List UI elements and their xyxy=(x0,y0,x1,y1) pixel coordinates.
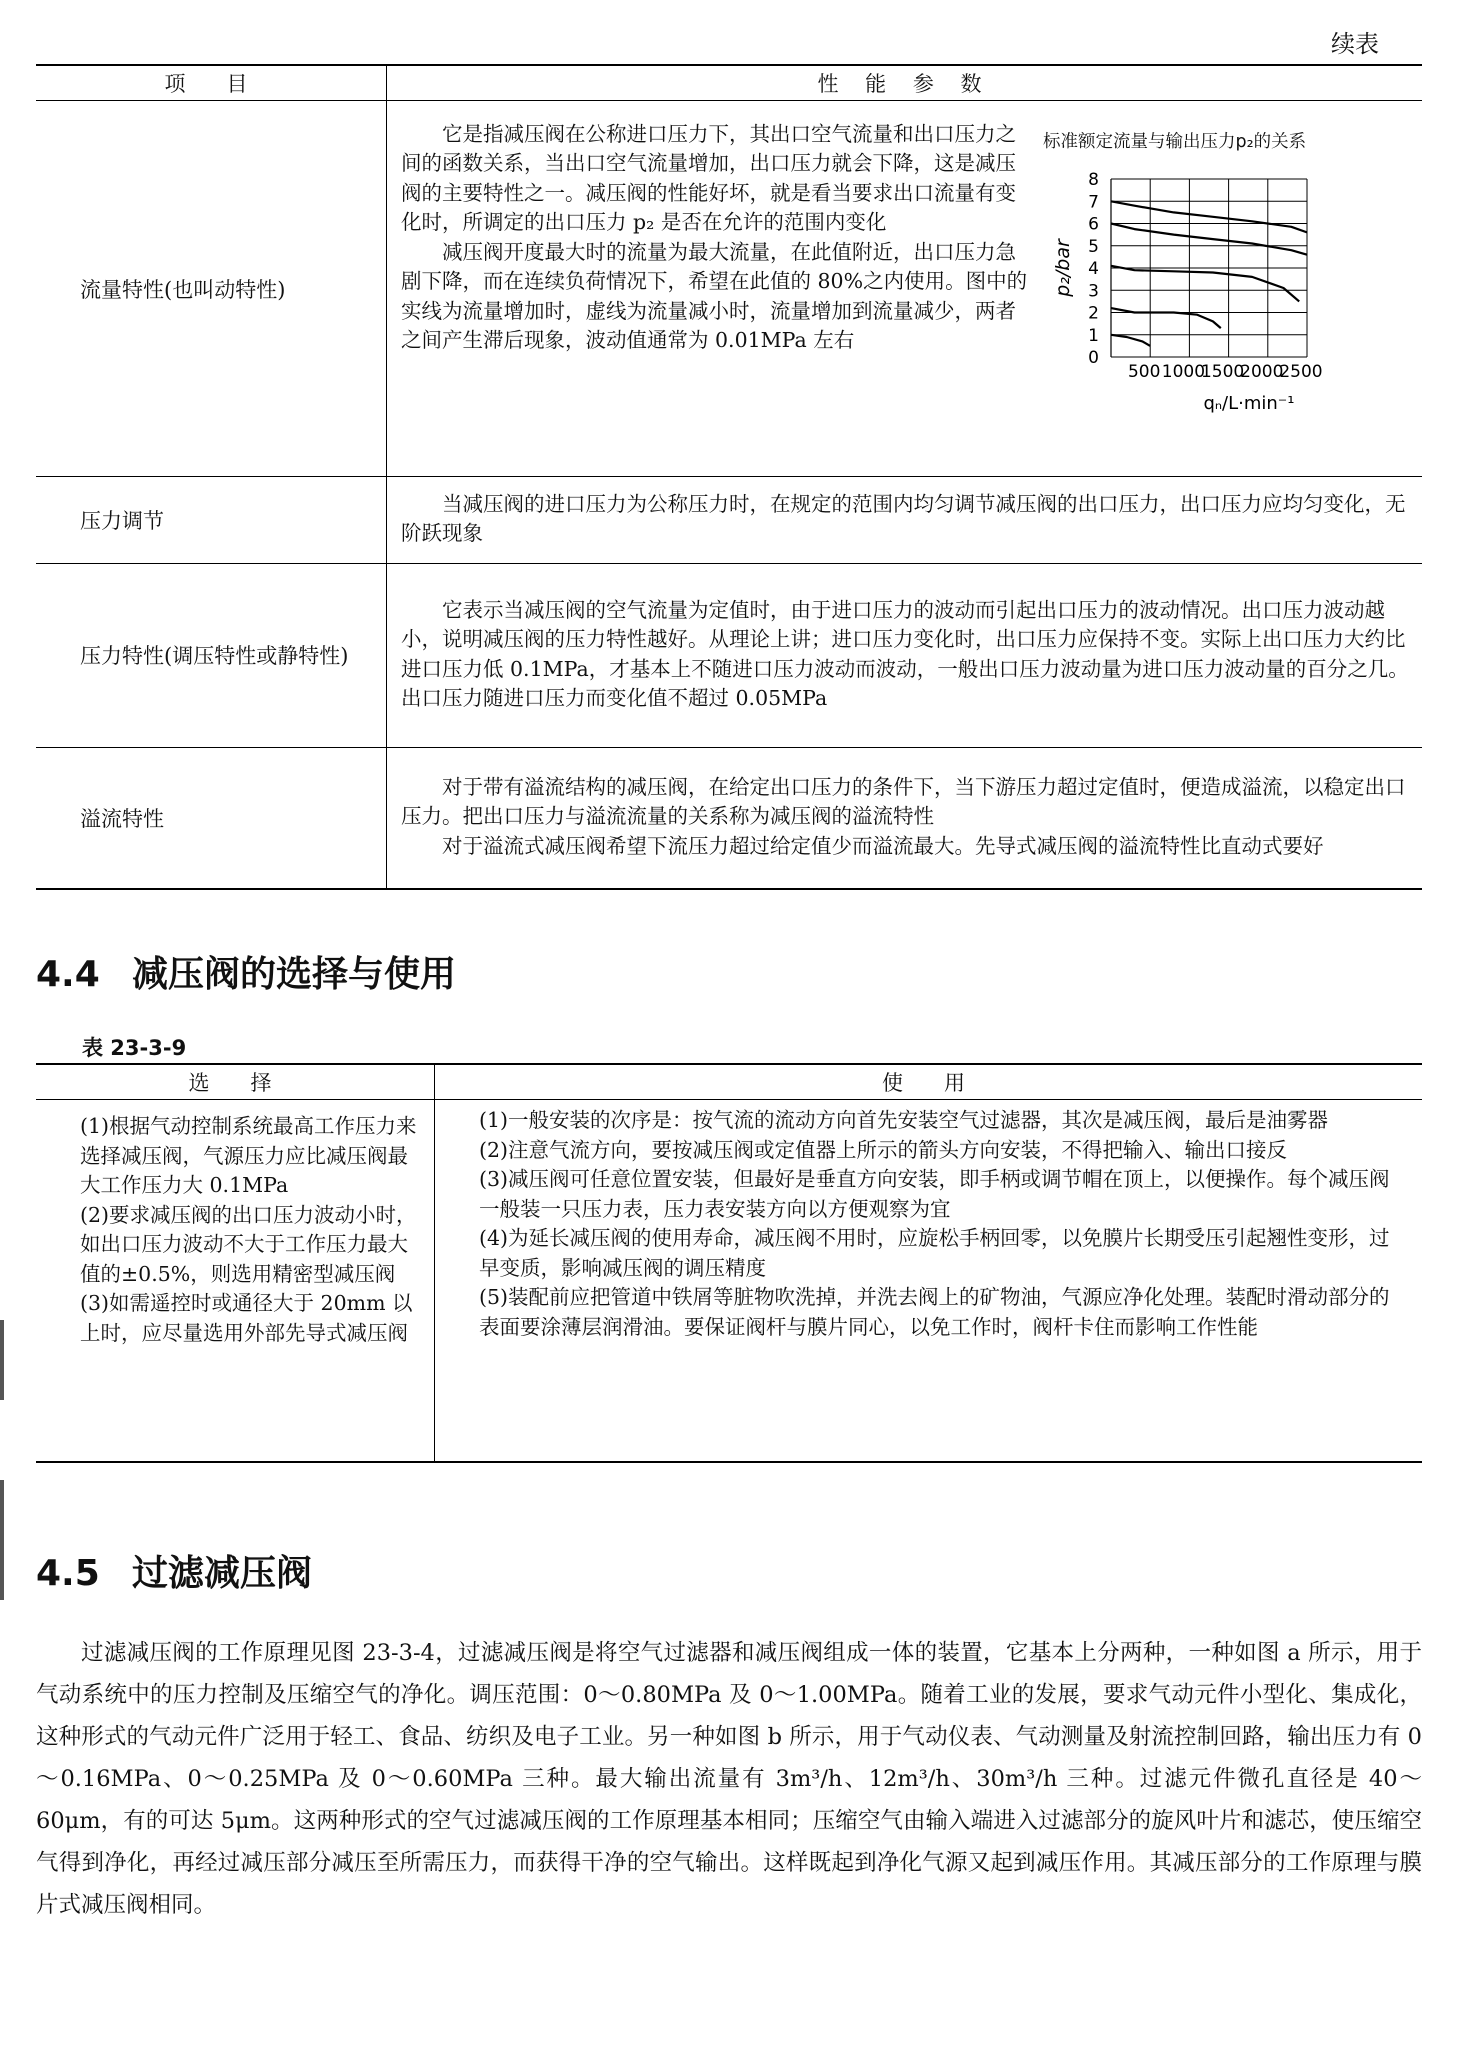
table-label: 表 23-3-9 xyxy=(82,1036,187,1060)
usage-item: (4)为延长减压阀的使用寿命，减压阀不用时，应旋松手柄回零，以免膜片长期受压引起翘性变形，过早变质，影响减压阀的调压精度 xyxy=(479,1226,1390,1280)
header-selection: 选 择 xyxy=(36,1064,435,1100)
x-tick-label: 1000 xyxy=(1161,362,1206,382)
usage-item: (5)装配前应把管道中铁屑等脏物吹洗掉，并洗去阀上的矿物油，气源应净化处理。装配时滑动部分的表面要涂薄层润滑油。要保证阀杆与膜片同心，以免工作时，阀杆卡住而影响工作性能 xyxy=(479,1285,1390,1339)
row-param-text: 它是指减压阀在公称进口压力下，其出口空气流量和出口压力之间的函数关系，当出口空气流量增加，出口压力就会下降，这是减压阀的主要特性之一。减压阀的性能好坏，就是看当要求出口流量有变化时，所调定的出口压力 p₂ 是否在允许的范围内变化 xyxy=(401,121,1016,234)
section-heading-4-5: 4.5 过滤减压阀 xyxy=(36,1553,313,1594)
performance-table xyxy=(36,64,1422,890)
table-row xyxy=(36,748,1422,889)
flow-pressure-chart xyxy=(1043,120,1383,456)
row-item: 流量特性(也叫动特性) xyxy=(36,101,387,477)
y-tick-label: 6 xyxy=(1088,214,1099,235)
row-param-text: 对于带有溢流结构的减压阀，在给定出口压力的条件下，当下游压力超过定值时，便造成溢流，以稳定出口压力。把出口压力与溢流流量的关系称为减压阀的溢流特性 xyxy=(401,774,1406,828)
usage-item: (3)减压阀可任意位置安装，但最好是垂直方向安装，即手柄或调节帽在顶上，以便操作。每个减压阀一般装一只压力表，压力表安装方向以方便观察为宜 xyxy=(479,1167,1390,1221)
table-header-row xyxy=(36,65,1422,101)
row-param-text: 减压阀开度最大时的流量为最大流量，在此值附近，出口压力急剧下降，而在连续负荷情况下，希望在此值的 80%之内使用。图中的实线为流量增加时，虚线为流量减小时，流量增加到流量减少，两者之间产生滞后现象，波动值通常为 0.01MPa 左右 xyxy=(401,239,1028,352)
y-tick-label: 2 xyxy=(1088,303,1099,324)
table-header-row xyxy=(36,1064,1422,1100)
series-line xyxy=(1111,266,1299,302)
header-item: 项 目 xyxy=(36,65,387,101)
row-param-text: 当减压阀的进口压力为公称压力时，在规定的范围内均匀调节减压阀的出口压力，出口压力应均匀变化，无阶跃现象 xyxy=(401,491,1406,545)
y-tick-label: 7 xyxy=(1088,192,1099,213)
body-paragraph: 过滤减压阀的工作原理见图 23-3-4，过滤减压阀是将空气过滤器和减压阀组成一体的装置，它基本上分两种，一种如图 a 所示，用于气动系统中的压力控制及压缩空气的净化。调压范围：0～0.80MPa 及 0～1.00MPa。随着工业的发展，要求气动元件小型化、集成化，这种形式的气动元件广泛用于轻工、食品、纺织及电子工业。另一种如图 b 所示，用于气动仪表、气动测量及射流控制回路，输出压力有 0～0.16MPa、0～0.25MPa 及 0～0.60MPa 三种。最大输出流量有 3m³/h、12m³/h、30m³/h 三种。过滤元件微孔直径是 40～60μm，有的可达 5μm。这两种形式的空气过滤减压阀的工作原理基本相同；压缩空气由输入端进入过滤部分的旋风叶片和滤芯，使压缩空气得到净化，再经过减压部分减压至所需压力，而获得干净的空气输出。这样既起到净化气源又起到减压作用。其减压部分的工作原理与膜片式减压阀相同。 xyxy=(36,1640,1422,1918)
series-line xyxy=(1111,224,1307,255)
row-item: 压力调节 xyxy=(36,477,387,564)
chart-title: 标准额定流量与输出压力p₂的关系 xyxy=(1043,131,1307,152)
usage-cell xyxy=(435,1100,1423,1462)
series-line xyxy=(1111,335,1150,346)
x-tick-label: 1500 xyxy=(1200,362,1245,382)
selection-item: (1)根据气动控制系统最高工作压力来选择减压阀，气源压力应比减压阀最大工作压力大 0.1MPa xyxy=(80,1114,417,1197)
row-item: 压力特性(调压特性或静特性) xyxy=(36,564,387,748)
x-tick-label: 2500 xyxy=(1279,362,1323,382)
usage-item: (1)一般安装的次序是：按气流的流动方向首先安装空气过滤器，其次是减压阀，最后是油雾器 xyxy=(479,1108,1329,1132)
header-params: 性 能 参 数 xyxy=(387,65,1423,101)
y-axis-label: p₂/bar xyxy=(1052,239,1074,297)
x-tick-label: 500 xyxy=(1127,362,1161,382)
row-item: 溢流特性 xyxy=(36,748,387,889)
series-line xyxy=(1111,201,1307,232)
header-usage: 使 用 xyxy=(435,1064,1423,1100)
chart-svg xyxy=(1043,157,1383,447)
series-line xyxy=(1111,308,1221,328)
selection-cell xyxy=(36,1100,435,1462)
usage-item: (2)注意气流方向，要按减压阀或定值器上所示的箭头方向安装，不得把输入、输出口接反 xyxy=(479,1137,1288,1162)
continued-label: 续表 xyxy=(1331,30,1379,58)
x-tick-label: 2000 xyxy=(1240,362,1284,382)
table-row xyxy=(36,1100,1422,1462)
y-tick-label: 5 xyxy=(1088,236,1099,257)
y-tick-label: 3 xyxy=(1088,281,1099,302)
selection-item: (3)如需遥控时或通径大于 20mm 以上时，应尽量选用外部先导式减压阀 xyxy=(80,1291,413,1345)
table-row xyxy=(36,101,1422,477)
y-tick-label: 8 xyxy=(1088,170,1099,190)
row-param-text: 对于溢流式减压阀希望下流压力超过给定值少而溢流最大。先导式减压阀的溢流特性比直动式要好 xyxy=(442,833,1324,858)
table-row xyxy=(36,477,1422,564)
y-tick-label: 0 xyxy=(1088,348,1099,368)
section-heading-4-4: 4.4 减压阀的选择与使用 xyxy=(36,954,457,995)
selection-usage-table xyxy=(36,1063,1422,1463)
row-param-text: 它表示当减压阀的空气流量为定值时，由于进口压力的波动而引起出口压力的波动情况。出口压力波动越小，说明减压阀的压力特性越好。从理论上讲；进口压力变化时，出口压力应保持不变。实际上出口压力大约比进口压力低 0.1MPa，才基本上不随进口压力波动而波动，一般出口压力波动量为进口压力波动量的百分之几。出口压力随进口压力而变化值不超过 0.05MPa xyxy=(401,597,1409,710)
page-edge-mark xyxy=(0,1320,4,1400)
page-edge-mark xyxy=(0,1480,4,1600)
x-axis-label: qₙ/L·min⁻¹ xyxy=(1203,393,1295,414)
y-tick-label: 4 xyxy=(1088,259,1099,279)
y-tick-label: 1 xyxy=(1088,325,1099,346)
table-row xyxy=(36,564,1422,748)
selection-item: (2)要求减压阀的出口压力波动小时，如出口压力波动不大于工作压力最大值的±0.5%，则选用精密型减压阀 xyxy=(80,1202,417,1286)
